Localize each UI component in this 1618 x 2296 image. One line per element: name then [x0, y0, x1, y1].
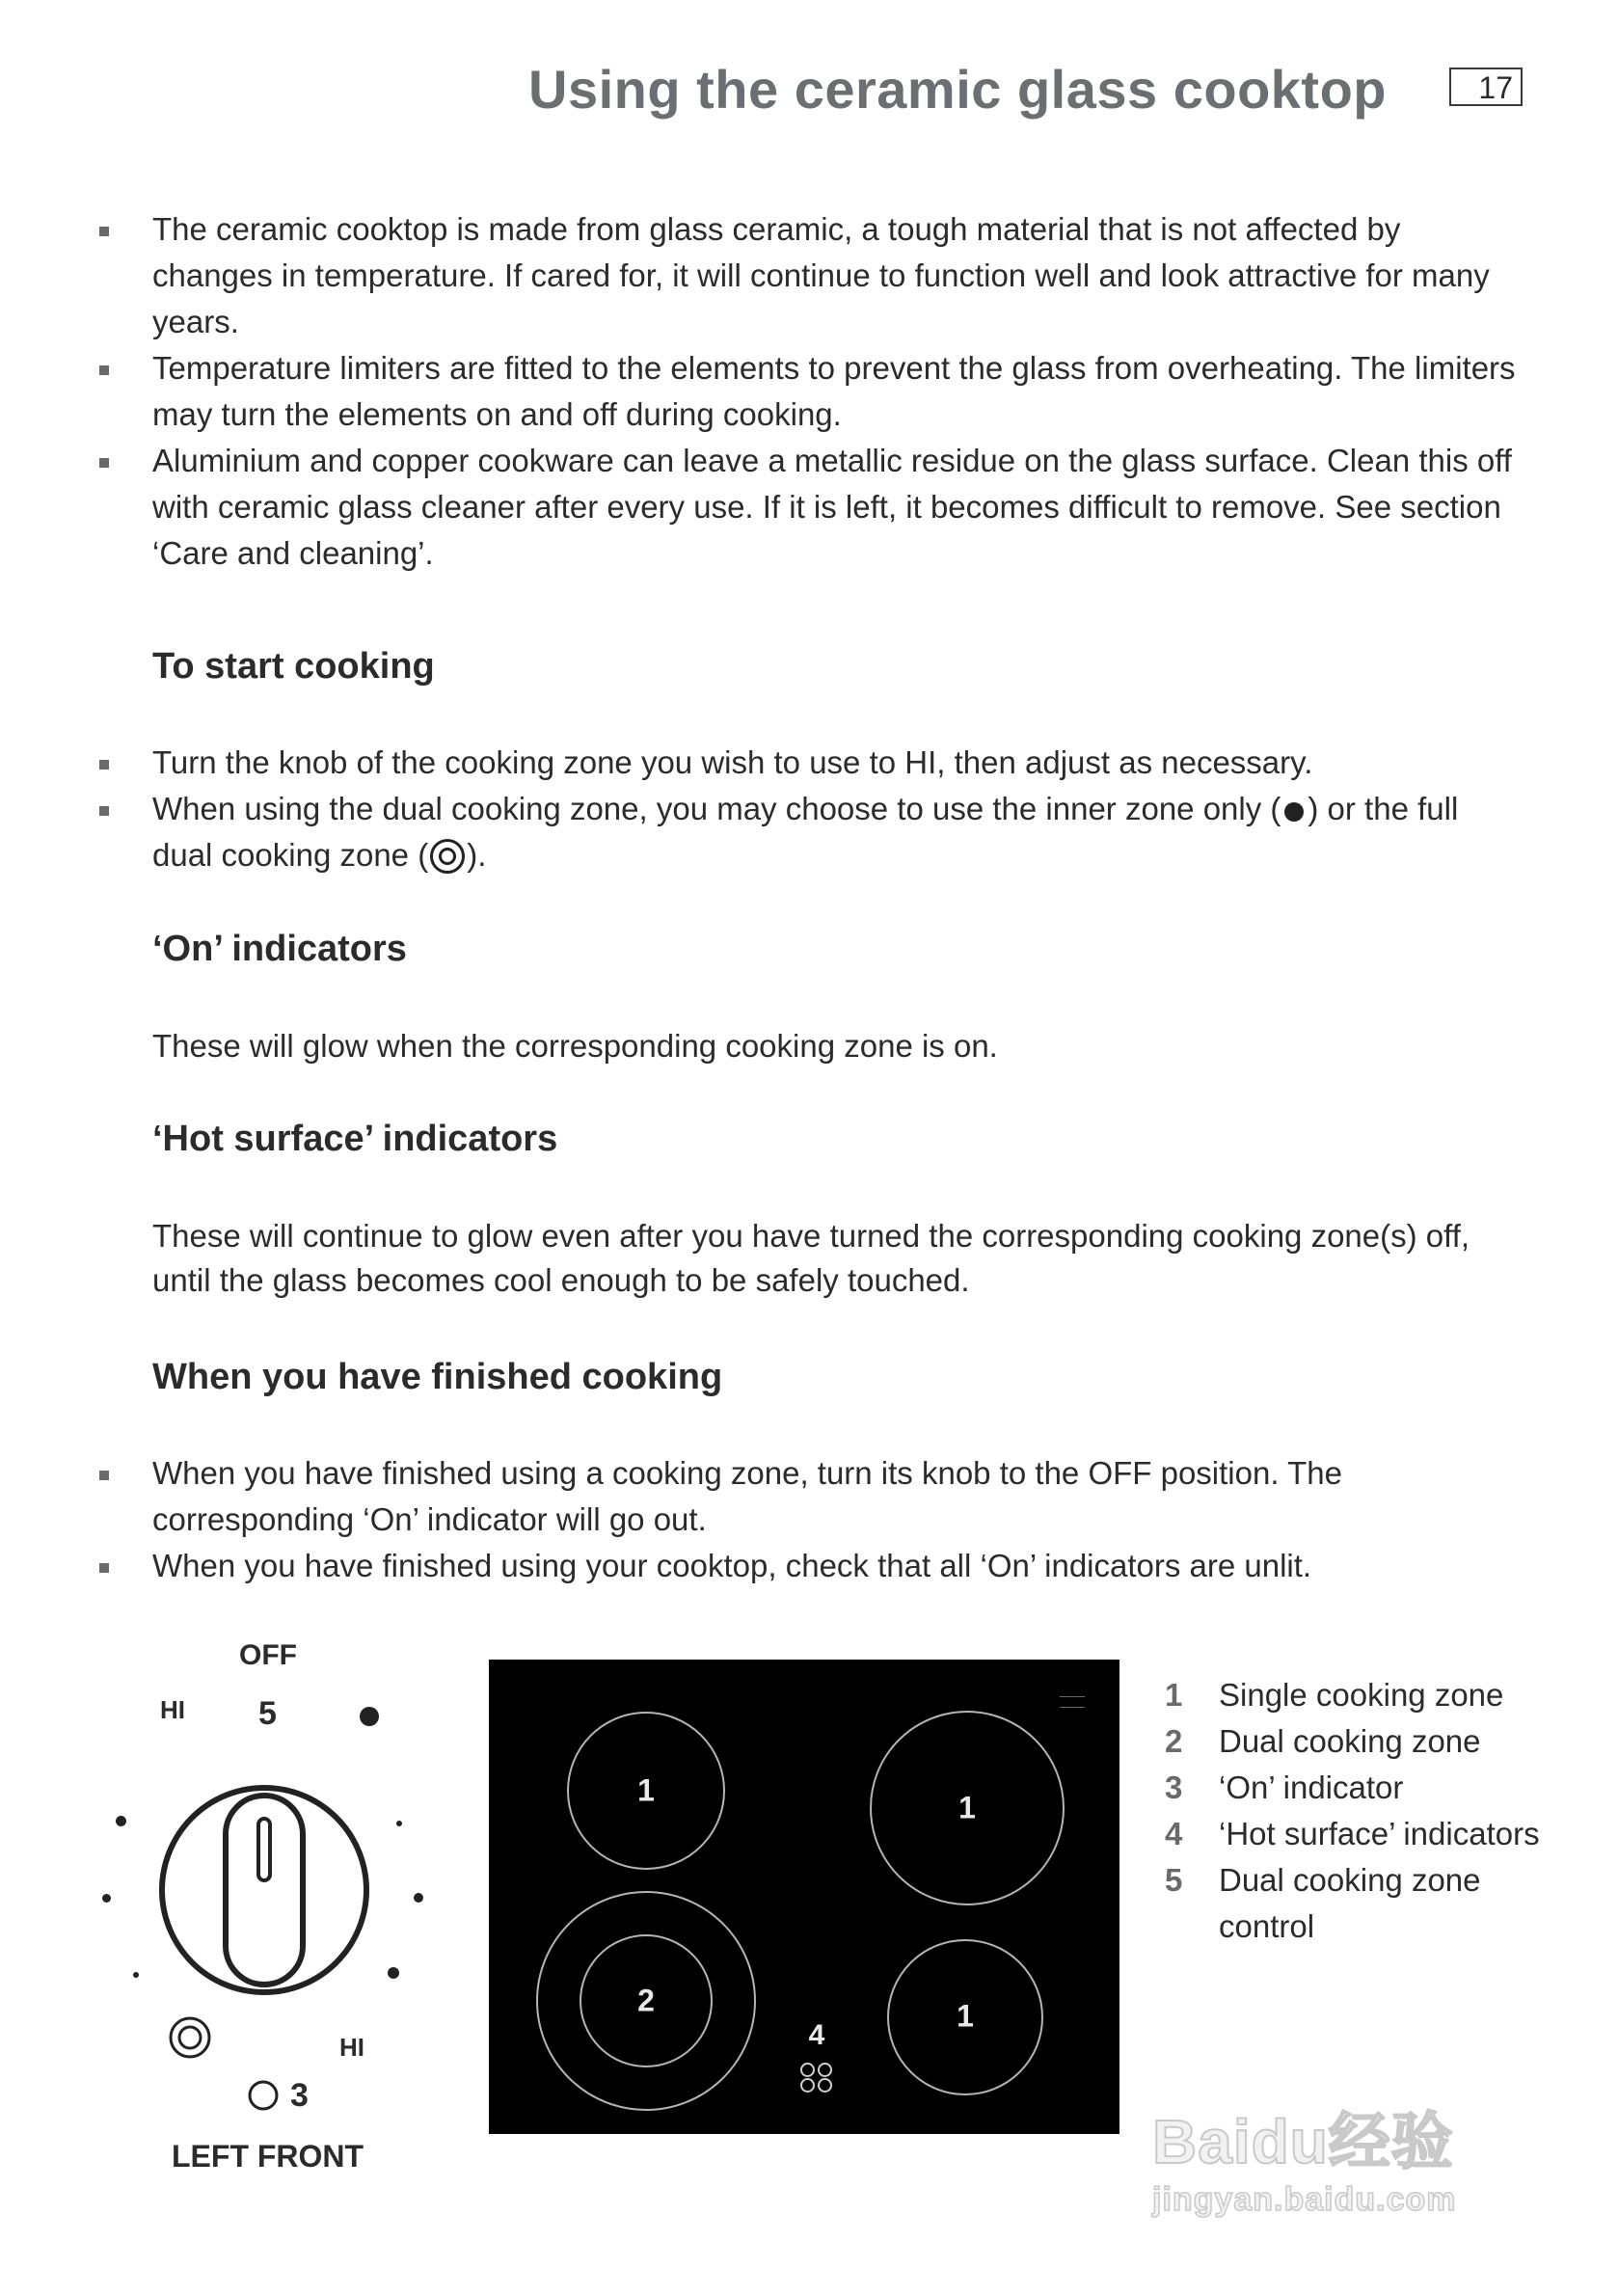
- page-number: 17: [1449, 68, 1523, 106]
- hot-surface-label: 4: [808, 2019, 825, 2051]
- zone-label: 1: [958, 1790, 976, 1825]
- legend-text: Dual cooking zone: [1219, 1723, 1481, 1759]
- section-heading-hot-surface: ‘Hot surface’ indicators: [152, 1119, 558, 1159]
- knob-scale-dot: [133, 1972, 139, 1978]
- legend-text: ‘Hot surface’ indicators: [1219, 1816, 1540, 1851]
- legend-number: 4: [1165, 1816, 1183, 1851]
- legend-item: [1165, 1857, 1551, 1950]
- section-heading-finished: When you have finished cooking: [152, 1357, 723, 1397]
- section-heading-on-indicators: ‘On’ indicators: [152, 929, 407, 969]
- knob-off-label: OFF: [239, 1639, 297, 1671]
- knob-hi-top-label: HI: [160, 1695, 185, 1724]
- list-item: The ceramic cooktop is made from glass ceramic, a tough material that is not affected by changes in temperature. If cared for, it will continue to function well and look attractive for many years.: [152, 206, 1522, 345]
- on-indicator-icon: [247, 2079, 280, 2112]
- start-cooking-list: [152, 740, 1522, 878]
- inner-zone-icon: [1284, 802, 1304, 822]
- knob-level-5-label: 5: [258, 1695, 277, 1732]
- list-item-text: When using the dual cooking zone, you may choose to use the inner zone only (: [152, 791, 1281, 826]
- list-item: [152, 786, 1522, 878]
- hot-surface-indicator: [818, 2063, 832, 2077]
- dual-zone-icon: [430, 839, 465, 874]
- knob-scale-dot: [116, 1816, 126, 1826]
- legend-number: 5: [1165, 1862, 1183, 1898]
- list-item: Turn the knob of the cooking zone you wish to use to HI, then adjust as necessary.: [152, 740, 1522, 786]
- legend-number: 2: [1165, 1723, 1183, 1759]
- list-item-text: ) or the full dual cooking zone (: [152, 791, 1459, 873]
- list-item: Temperature limiters are fitted to the elements to prevent the glass from overheating. The limiters may turn the elements on and off during cooking.: [152, 345, 1522, 438]
- zone-label: 1: [637, 1772, 655, 1808]
- legend-text: ‘On’ indicator: [1219, 1769, 1404, 1805]
- knob-position-label: LEFT FRONT: [172, 2139, 364, 2174]
- hot-surface-indicator: [800, 2078, 815, 2093]
- knob-scale-dot: [102, 1894, 111, 1903]
- hot-surface-indicator: [818, 2078, 832, 2093]
- legend-text: Dual cooking zone control: [1219, 1862, 1481, 1944]
- hot-surface-text: These will continue to glow even after you have turned the corresponding cooking zone(s) off, until the glass becomes cool enough to be safely touched.: [152, 1218, 1470, 1298]
- legend-text: Single cooking zone: [1219, 1677, 1504, 1713]
- list-item: When you have finished using your cooktop, check that all ‘On’ indicators are unlit.: [152, 1543, 1522, 1589]
- watermark-url: jingyan.baidu.com: [1152, 2181, 1457, 2218]
- list-item-text: ).: [467, 837, 487, 873]
- diagram-legend: [1165, 1672, 1551, 1950]
- dual-zone-icon: [168, 2015, 212, 2060]
- finished-list: [152, 1450, 1522, 1589]
- on-indicators-text: These will glow when the corresponding cooking zone is on.: [152, 1028, 998, 1064]
- cooktop-diagram: [489, 1660, 1119, 2134]
- inner-zone-dot-icon: [360, 1707, 379, 1726]
- list-item: Aluminium and copper cookware can leave a metallic residue on the glass surface. Clean this off with ceramic glass cleaner after every use. If it is left, it becomes difficult to remove. See section ‘Care and cleaning’.: [152, 438, 1522, 577]
- knob-scale-dot: [388, 1967, 399, 1979]
- zone-label: 2: [637, 1983, 655, 2018]
- zone-label: 1: [957, 1998, 974, 2034]
- knob-scale-dot: [414, 1893, 423, 1903]
- legend-item: [1165, 1811, 1551, 1857]
- knob-hi-bottom-label: HI: [339, 2033, 364, 2062]
- legend-number: 3: [1165, 1769, 1183, 1805]
- knob-icon: [156, 1782, 372, 1998]
- watermark-logo-text: Baidu经验: [1152, 2107, 1454, 2176]
- list-item: When you have finished using a cooking zone, turn its knob to the OFF position. The corresponding ‘On’ indicator will go out.: [152, 1450, 1522, 1543]
- legend-item: [1165, 1765, 1551, 1811]
- on-indicator-number: 3: [290, 2077, 309, 2114]
- section-heading-start-cooking: To start cooking: [152, 646, 435, 687]
- knob-scale-dot: [396, 1821, 402, 1826]
- page-title: Using the ceramic glass cooktop: [528, 59, 1387, 120]
- baidu-watermark: [1152, 2093, 1538, 2228]
- main-content: [152, 206, 1522, 1589]
- hot-surface-indicator: [800, 2063, 815, 2077]
- intro-list: [152, 206, 1522, 577]
- legend-item: [1165, 1672, 1551, 1718]
- knob-diagram: [87, 1639, 472, 2179]
- legend-number: 1: [1165, 1677, 1183, 1713]
- brand-logo: [1060, 1696, 1085, 1708]
- legend-item: [1165, 1718, 1551, 1765]
